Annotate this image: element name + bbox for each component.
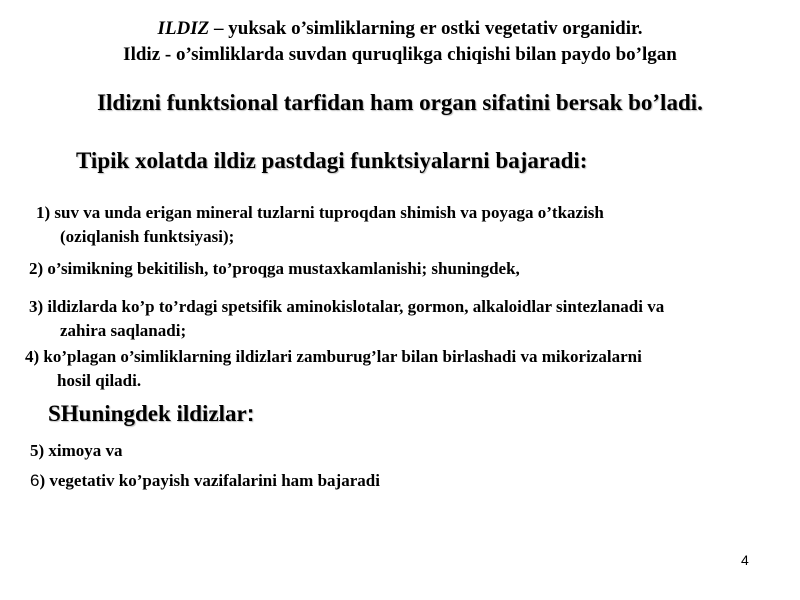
function-item-4: 4) ko’plagan o’simliklarning ildizlari zamburug’lar bilan birlashadi va mikorizalarni <box>25 347 642 366</box>
function-item-4-continuation: hosil qiladi. <box>57 371 142 390</box>
function-item-3-continuation: zahira saqlanadi; <box>60 321 187 340</box>
function-item-6-number: 6 <box>30 471 40 490</box>
function-item-5: 5) ximoya va <box>30 441 123 460</box>
definition-line <box>0 18 800 40</box>
page-number: 4 <box>741 552 749 568</box>
origin-line: Ildiz - o’simliklarda suvdan quruqlikga chiqishi bilan paydo bo’lgan <box>123 44 677 65</box>
term-ildiz: ILDIZ <box>157 18 210 39</box>
function-item-6 <box>30 471 380 491</box>
heading-also-roots <box>48 400 254 427</box>
function-item-1: 1) suv va unda erigan mineral tuzlarni tuproqdan shimish va poyaga o’tkazish <box>36 203 604 222</box>
function-item-2: 2) o’simikning bekitilish, to’proqga mustaxkamlanishi; shuningdek, <box>29 259 520 278</box>
function-item-3: 3) ildizlarda ko’p to’rdagi spetsifik aminokislotalar, gormon, alkaloidlar sintezlanadi va <box>29 297 665 316</box>
heading-also-roots-colon: : <box>246 400 255 426</box>
heading-also-roots-text: SHuningdek ildizlar <box>48 401 247 426</box>
heading-typical-functions: Tipik xolatda ildiz pastdagi funktsiyalarni bajaradi: <box>76 148 588 173</box>
definition-text: – yuksak o’simliklarning er ostki vegetativ organidir. <box>209 18 643 39</box>
heading-functional-organ: Ildizni funktsional tarfidan ham organ sifatini bersak bo’ladi. <box>97 90 703 115</box>
function-item-6-text: ) vegetativ ko’payish vazifalarini ham bajaradi <box>39 471 380 490</box>
function-item-1-continuation: (oziqlanish funktsiyasi); <box>60 227 235 246</box>
